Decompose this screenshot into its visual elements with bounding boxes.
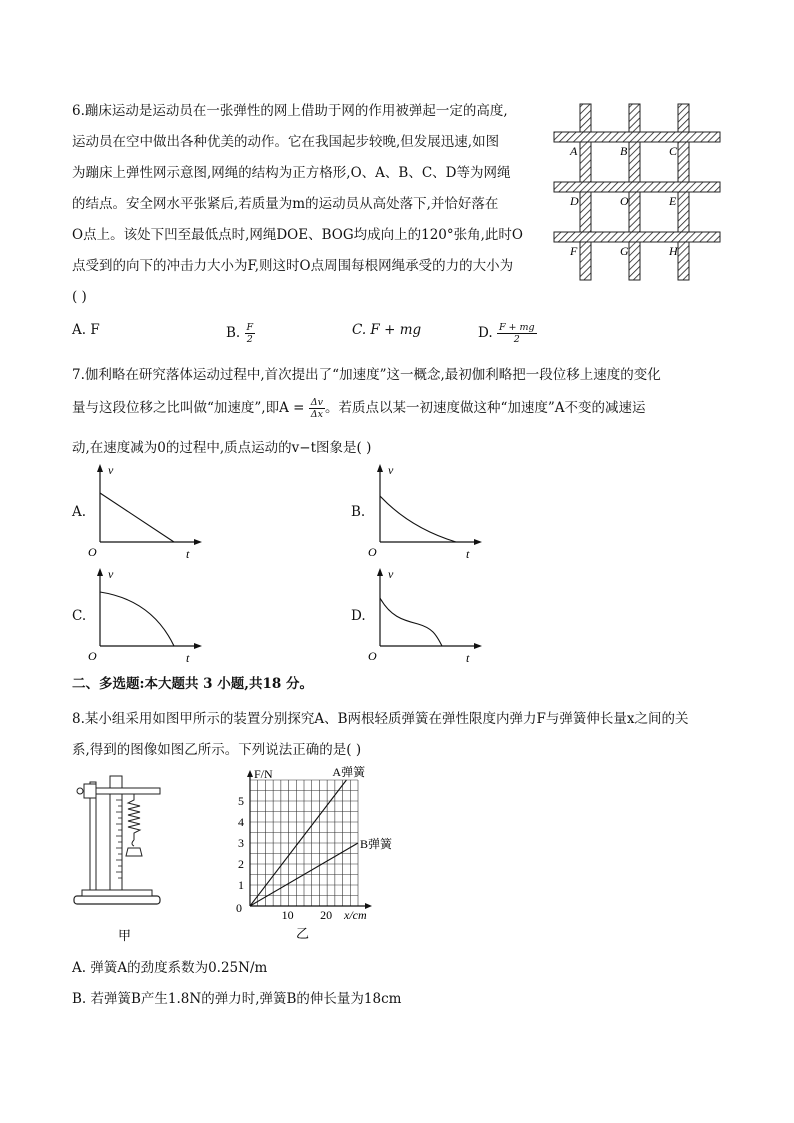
y-axis-arrow xyxy=(247,770,253,777)
q7-option-a-label[interactable]: A. xyxy=(72,504,87,520)
q6-option-b-numerator: F xyxy=(246,322,254,333)
q6-option-d-numerator: F + mg xyxy=(498,322,535,333)
x-tick-label: 10 xyxy=(281,908,294,922)
knot-label-o: O xyxy=(620,194,629,208)
spring-b-series-label: B弹簧 xyxy=(360,837,393,851)
q6-option-b-prefix: B. xyxy=(226,325,245,341)
y-tick-label: 5 xyxy=(238,794,244,808)
force-extension-chart xyxy=(228,766,418,952)
q6-option-d-denominator: 2 xyxy=(513,334,520,345)
q7-option-b-label[interactable]: B. xyxy=(351,504,366,520)
q7-line-2-end: 。若质点以某一初速度做这种“加速度”A不变的减速运 xyxy=(324,400,646,416)
q6-option-b-fraction xyxy=(245,322,256,345)
x-tick-label: 20 xyxy=(320,908,333,922)
q7-line-3: 动,在速度减为0的过程中,质点运动的v−t图象是( ) xyxy=(72,440,372,456)
q7-graph-b[interactable] xyxy=(366,460,486,560)
q6-option-a[interactable]: A. F xyxy=(72,322,100,338)
knot-label-c: C xyxy=(669,144,678,158)
q8-line-1: 8.某小组采用如图甲所示的装置分别探究A、B两根轻质弹簧在弹性限度内弹力F与弹簧伸长量x之间的关 xyxy=(72,711,689,727)
chart-labels xyxy=(236,766,393,922)
q6-line-7: ( ) xyxy=(72,289,87,305)
q7-graph-d[interactable] xyxy=(366,564,486,664)
graph-d-t-label: t xyxy=(466,651,470,664)
figure-yi-caption: 乙 xyxy=(296,926,310,941)
knot-label-a: A xyxy=(570,144,578,158)
knot-label-h: H xyxy=(669,244,678,258)
trampoline-net-figure xyxy=(548,96,724,282)
y-tick-label: 2 xyxy=(238,857,244,871)
y-tick-label: 3 xyxy=(238,836,244,850)
q6-option-d-fraction xyxy=(497,322,537,345)
q6-option-d-prefix: D. xyxy=(478,325,497,341)
q7-graph-a[interactable] xyxy=(86,460,206,560)
q7-line-1: 7.伽利略在研究落体运动过程中,首次提出了“加速度”这一概念,最初伽利略把一段位移上速度的变化 xyxy=(72,367,661,383)
q6-line-3: 为蹦床上弹性网示意图,网绳的结构为正方格形,O、A、B、C、D等为网绳 xyxy=(72,165,511,181)
spring-apparatus-figure xyxy=(70,768,170,948)
graph-c-origin-label: O xyxy=(88,649,97,663)
graph-a-t-label: t xyxy=(186,547,190,560)
graph-b-origin-label: O xyxy=(368,545,377,559)
graph-a-v-label: v xyxy=(108,463,114,477)
graph-d-origin-label: O xyxy=(368,649,377,663)
knot-label-f: F xyxy=(570,244,578,258)
knot-label-g: G xyxy=(620,244,629,258)
graph-c-v-label: v xyxy=(108,567,114,581)
q6-option-b-denominator: 2 xyxy=(246,334,253,345)
q8-line-2: 系,得到的图像如图乙所示。下列说法正确的是( ) xyxy=(72,742,362,758)
q8-option-a[interactable]: A. 弹簧A的劲度系数为0.25N/m xyxy=(72,960,268,976)
q6-line-2: 运动员在空中做出各种优美的动作。它在我国起步较晚,但发展迅速,如图 xyxy=(72,134,500,150)
graph-d-v-label: v xyxy=(388,567,394,581)
q6-line-5: O点上。该处下凹至最低点时,网绳DOE、BOG均成向上的120°张角,此时O xyxy=(72,227,524,243)
spring-a-series-label: A弹簧 xyxy=(332,766,366,779)
knot-label-b: B xyxy=(620,144,628,158)
q6-option-b[interactable] xyxy=(226,322,255,345)
y-tick-label: 1 xyxy=(238,878,244,892)
y-axis-title: F/N xyxy=(254,767,273,781)
figure-jia-caption: 甲 xyxy=(118,928,132,943)
section-2-heading: 二、多选题:本大题共 3 小题,共18 分。 xyxy=(72,676,313,692)
knot-label-d: D xyxy=(570,194,579,208)
q6-line-1: 6.蹦床运动是运动员在一张弹性的网上借助于网的作用被弹起一定的高度, xyxy=(72,103,508,119)
graph-c-t-label: t xyxy=(186,651,190,664)
knot-label-e: E xyxy=(669,194,677,208)
q6-option-c[interactable]: C. F + mg xyxy=(352,322,422,338)
chart-grid xyxy=(250,780,358,906)
graph-b-t-label: t xyxy=(466,547,470,560)
x-axis-title: x/cm xyxy=(344,908,367,922)
q7-option-c-label[interactable]: C. xyxy=(72,608,87,624)
q7-option-d-label[interactable]: D. xyxy=(351,608,366,624)
q6-line-4: 的结点。安全网水平张紧后,若质量为m的运动员从高处落下,并恰好落在 xyxy=(72,196,499,212)
question-6 xyxy=(72,96,523,313)
graph-b-v-label: v xyxy=(388,463,394,477)
q7-fraction-denominator: Δx xyxy=(310,409,323,420)
y-tick-label: 4 xyxy=(238,815,244,829)
q7-acceleration-fraction xyxy=(309,397,325,420)
origin-label: 0 xyxy=(236,901,242,915)
q6-option-d[interactable] xyxy=(478,322,537,345)
graph-a-origin-label: O xyxy=(88,545,97,559)
chart-axes xyxy=(247,770,372,909)
q7-line-2 xyxy=(72,396,646,420)
q8-option-b[interactable]: B. 若弹簧B产生1.8N的弹力时,弹簧B的伸长量为18cm xyxy=(72,991,402,1007)
q7-fraction-numerator: Δv xyxy=(310,397,323,408)
q7-graph-c[interactable] xyxy=(86,564,206,664)
q7-line-2-start: 量与这段位移之比叫做“加速度”,即A = xyxy=(72,400,305,416)
q6-line-6: 点受到的向下的冲击力大小为F,则这时O点周围每根网绳承受的力的大小为 xyxy=(72,258,514,274)
